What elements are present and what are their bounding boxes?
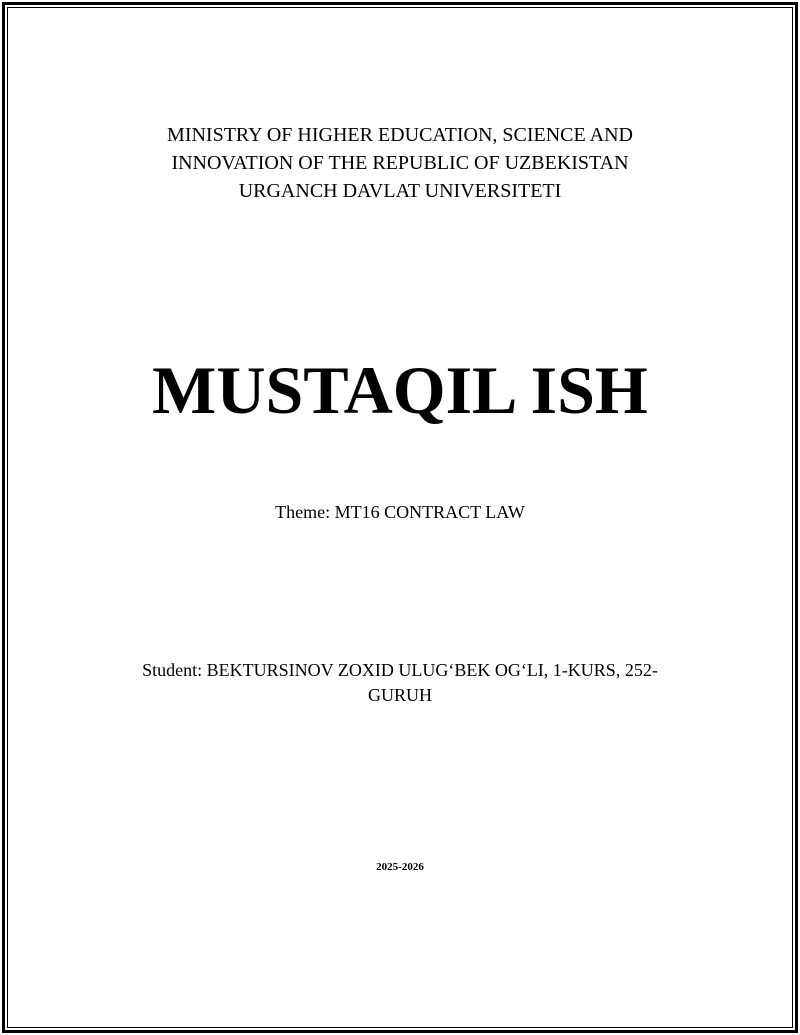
theme-line: Theme: MT16 CONTRACT LAW [275, 502, 525, 522]
header-line-2: INNOVATION OF THE REPUBLIC OF UZBEKISTAN [171, 152, 629, 174]
institution-header [0, 121, 800, 205]
academic-year: 2025-2026 [376, 861, 424, 873]
document-title: MUSTAQIL ISH [152, 352, 648, 428]
student-line: Student: BEKTURSINOV ZOXID ULUG‘BEK OG‘LI, 1-KURS, 252-GURUH [142, 660, 658, 705]
header-line-3: URGANCH DAVLAT UNIVERSITETI [238, 180, 562, 202]
header-line-1: MINISTRY OF HIGHER EDUCATION, SCIENCE AND [167, 124, 633, 146]
